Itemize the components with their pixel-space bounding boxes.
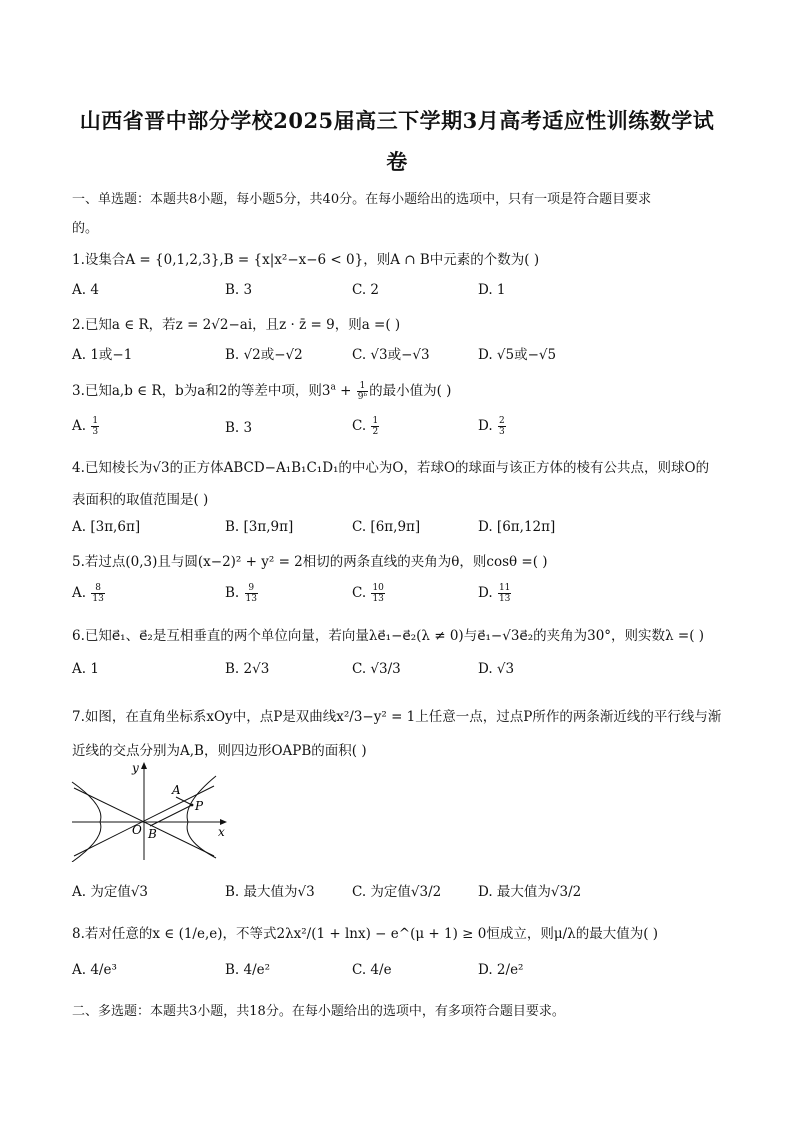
- q6-option-b: B. 2√3: [225, 661, 270, 677]
- q5-option-a-fraction: [91, 583, 104, 604]
- q1-option-b: B. 3: [225, 282, 253, 298]
- q5-option-d: [478, 583, 512, 604]
- q3-stem-sup: a: [330, 382, 336, 393]
- label-B: B: [148, 827, 157, 841]
- q3-option-d-fraction: [498, 416, 506, 437]
- q3-stem-part1: 3.已知a,b ∈ R，b为a和2的等差中项，则3: [72, 383, 331, 399]
- section1-heading: 一、单选题：本题共8小题，每小题5分，共40分。在每小题给出的选项中，只有一项是符合题目要求: [72, 192, 652, 207]
- q8-stem: 8.若对任意的x ∈ (1/e,e)，不等式2λx²/(1 + lnx) − e^(μ + 1) ≥ 0恒成立，则μ/λ的最大值为( ): [72, 926, 659, 942]
- q7-option-c: C. 为定值√3/2: [352, 884, 442, 900]
- q2-stem: 2.已知a ∈ R，若z = 2√2−ai，且z · z̄ = 9，则a =( ): [72, 317, 401, 333]
- q3-stem-fraction: [357, 381, 368, 402]
- q3-frac-denominator: 9ᵇ: [357, 392, 368, 402]
- q3-option-c-label: C.: [352, 418, 371, 434]
- label-A: A: [172, 783, 181, 797]
- q8-option-b: B. 4/e²: [225, 962, 271, 978]
- q5-option-c-fraction: [371, 583, 384, 604]
- q5-option-a: [72, 583, 106, 604]
- q3-option-c-num: 1: [372, 416, 379, 426]
- q3-option-b-label: B. 3: [225, 420, 253, 436]
- q3-stem: [72, 379, 451, 402]
- q7-option-b: B. 最大值为√3: [225, 884, 315, 900]
- point-P: [191, 804, 194, 807]
- q3-option-d-label: D.: [478, 418, 497, 434]
- q3-option-a-num: 1: [92, 416, 99, 426]
- q3-option-a: [72, 416, 100, 437]
- q5-stem: 5.若过点(0,3)且与圆(x−2)² + y² = 2相切的两条直线的夹角为θ，则cosθ =( ): [72, 554, 548, 570]
- q3-option-b: [225, 420, 252, 436]
- q1-option-c: C. 2: [352, 282, 380, 298]
- q3-option-a-den: 3: [92, 427, 99, 437]
- doc-title-line1: 山西省晋中部分学校2025届高三下学期3月高考适应性训练数学试: [79, 108, 715, 133]
- q6-option-a: A. 1: [72, 661, 99, 677]
- q4-option-d: D. [6π,12π]: [478, 519, 556, 535]
- q7-stem-line2: 近线的交点分别为A,B，则四边形OAPB的面积( ): [72, 743, 367, 759]
- q3-stem-part3: 的最小值为( ): [369, 383, 452, 399]
- section1-heading-cont: 的。: [72, 221, 99, 236]
- q8-option-d: D. 2/e²: [478, 962, 524, 978]
- hyperbola-right-branch: [187, 776, 216, 858]
- q5-option-d-num: 11: [498, 583, 511, 593]
- q5-option-c: [352, 583, 386, 604]
- q5-option-c-den: 13: [372, 594, 384, 604]
- y-axis-arrow: [141, 762, 147, 769]
- q5-option-a-den: 13: [92, 594, 104, 604]
- q5-option-d-den: 13: [498, 594, 511, 604]
- q3-stem-part2: +: [335, 383, 356, 399]
- q2-option-a: A. 1或−1: [72, 347, 133, 363]
- q4-option-a: A. [3π,6π]: [72, 519, 141, 535]
- parallel-PB: [150, 805, 192, 826]
- hyperbola-figure: [70, 760, 235, 862]
- q3-option-d-den: 3: [498, 427, 505, 437]
- q5-option-d-fraction: [498, 583, 511, 604]
- q5-option-b-den: 13: [245, 594, 257, 604]
- q3-option-d: [478, 416, 507, 437]
- label-P: P: [195, 799, 204, 813]
- q5-option-b-label: B.: [225, 585, 244, 601]
- q4-stem-line1: 4.已知棱长为√3的正方体ABCD−A₁B₁C₁D₁的中心为O，若球O的球面与该正方体的棱有公共点，则球O的: [72, 460, 710, 476]
- q7-stem-line1: 7.如图，在直角坐标系xOy中，点P是双曲线x²/3−y² = 1上任意一点，过点P所作的两条渐近线的平行线与渐: [72, 709, 722, 725]
- q5-option-c-label: C.: [352, 585, 371, 601]
- label-O: O: [132, 823, 142, 837]
- q3-frac-numerator: 1: [357, 381, 368, 392]
- q4-option-b: B. [3π,9π]: [225, 519, 294, 535]
- q3-option-c-den: 2: [372, 427, 379, 437]
- section2-heading: 二、多选题：本题共3小题，共18分。在每小题给出的选项中，有多项符合题目要求。: [72, 1004, 565, 1019]
- label-x: x: [218, 825, 225, 839]
- q3-option-a-label: A.: [72, 418, 91, 434]
- q4-option-c: C. [6π,9π]: [352, 519, 421, 535]
- q2-option-d: D. √5或−√5: [478, 347, 557, 363]
- q3-option-c: [352, 416, 380, 437]
- q5-option-d-label: D.: [478, 585, 497, 601]
- q1-option-d: D. 1: [478, 282, 506, 298]
- q2-option-b: B. √2或−√2: [225, 347, 303, 363]
- q5-option-a-num: 8: [91, 583, 104, 594]
- q5-option-b: [225, 583, 259, 604]
- doc-title-line2: 卷: [386, 149, 408, 174]
- q7-option-d: D. 最大值为√3/2: [478, 884, 582, 900]
- q1-option-a: A. 4: [72, 282, 99, 298]
- q5-option-b-fraction: [245, 583, 258, 604]
- q7-option-a: A. 为定值√3: [72, 884, 149, 900]
- q4-stem-line2: 表面积的取值范围是( ): [72, 492, 209, 508]
- q3-option-d-num: 2: [498, 416, 505, 426]
- q8-option-c: C. 4/e: [352, 962, 392, 978]
- q5-option-a-label: A.: [72, 585, 91, 601]
- q1-stem: 1.设集合A = {0,1,2,3},B = {x|x²−x−6 < 0}，则A ∩ B中元素的个数为( ): [72, 252, 540, 268]
- q5-option-b-num: 9: [245, 583, 258, 594]
- q3-option-a-fraction: [91, 416, 99, 437]
- q6-option-d: D. √3: [478, 661, 515, 677]
- label-y: y: [132, 761, 139, 775]
- q5-option-c-num: 10: [372, 583, 384, 593]
- q6-option-c: C. √3/3: [352, 661, 401, 677]
- q6-stem: 6.已知e⃗₁、e⃗₂是互相垂直的两个单位向量，若向量λe⃗₁−e⃗₂(λ ≠ 0)与e⃗₁−√3e⃗₂的夹角为30°，则实数λ =( ): [72, 628, 705, 644]
- q3-option-c-fraction: [371, 416, 379, 437]
- q8-option-a: A. 4/e³: [72, 962, 117, 978]
- q2-option-c: C. √3或−√3: [352, 347, 430, 363]
